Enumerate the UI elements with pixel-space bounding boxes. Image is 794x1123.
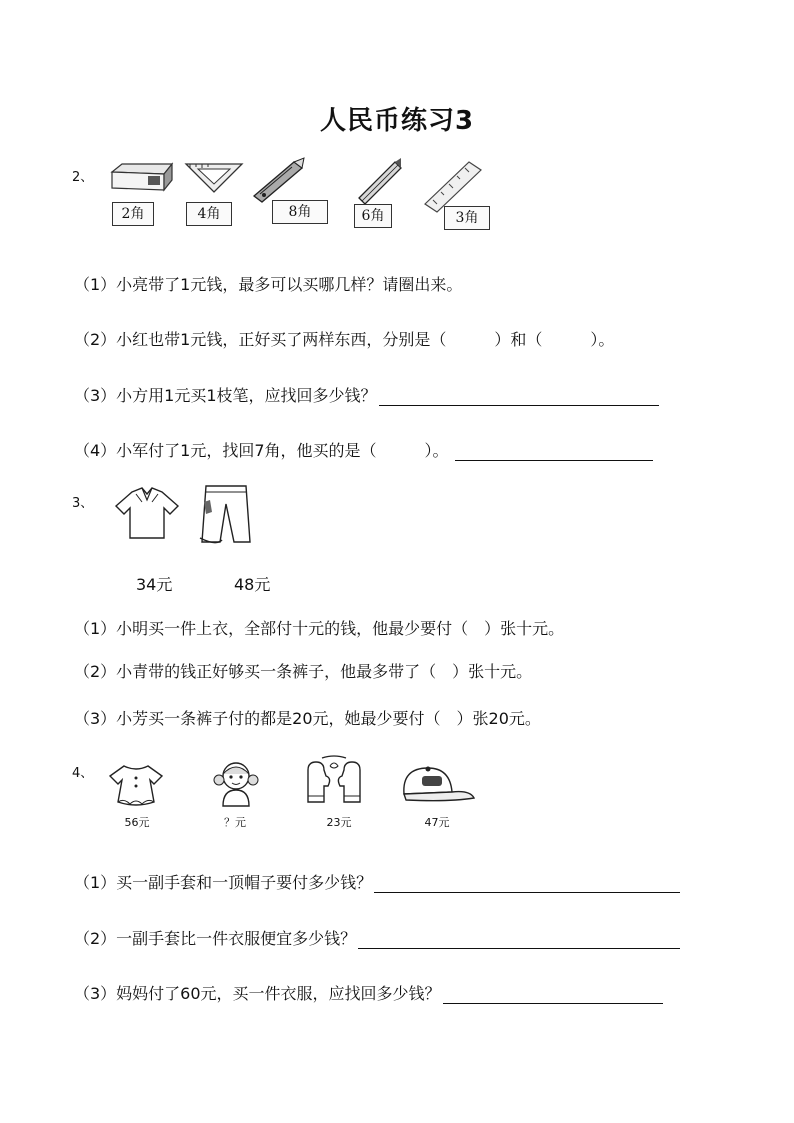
cap-icon [400, 764, 476, 804]
question-4-1: （1）买一副手套和一顶帽子要付多少钱？ [74, 873, 373, 892]
pants-price: 48元 [234, 575, 271, 594]
doll-icon [213, 760, 259, 810]
mittens-icon [302, 756, 366, 810]
question-2-2: （2）小红也带1元钱，正好买了两样东西，分别是（ ）和（ ）。 [74, 330, 615, 349]
section-3-number: 3、 [72, 496, 94, 511]
question-3-3: （3）小芳买一条裤子付的都是20元，她最少要付（ ）张20元。 [74, 709, 541, 728]
page-title: 人民币练习3 [319, 106, 475, 136]
answer-line-4-2[interactable] [358, 932, 680, 949]
set-square-icon [184, 160, 244, 194]
answer-line-2-3[interactable] [379, 389, 659, 406]
ruler-price: 3角 [444, 206, 490, 230]
question-2-4: （4）小军付了1元，找回7角，他买的是（ ）。 [74, 441, 449, 460]
answer-line-4-3[interactable] [443, 987, 663, 1004]
question-2-1: （1）小亮带了1元钱，最多可以买哪几样？请圈出来。 [74, 275, 463, 294]
pants-icon [196, 484, 256, 546]
cap-price: 47元 [424, 816, 450, 829]
dress-price: 56元 [124, 816, 150, 829]
doll-price: ？元 [224, 816, 246, 829]
dress-icon [106, 762, 166, 808]
answer-line-2-4[interactable] [455, 444, 653, 461]
shirt-price: 34元 [136, 575, 173, 594]
question-3-1: （1）小明买一件上衣，全部付十元的钱，他最少要付（ ）张十元。 [74, 619, 565, 638]
question-4-3: （3）妈妈付了60元，买一件衣服，应找回多少钱？ [74, 984, 441, 1003]
mittens-price: 23元 [326, 816, 352, 829]
question-4-2: （2）一副手套比一件衣服便宜多少钱？ [74, 929, 357, 948]
set-square-price: 4角 [186, 202, 232, 226]
shirt-icon [112, 486, 182, 540]
question-2-3: （3）小方用1元买1枝笔，应找回多少钱？ [74, 386, 377, 405]
eraser-icon [108, 162, 174, 192]
answer-line-4-1[interactable] [374, 876, 680, 893]
eraser-price: 2角 [112, 202, 154, 226]
utility-knife-price: 8角 [272, 200, 328, 224]
utility-knife-icon [250, 156, 306, 204]
pencil-price: 6角 [354, 204, 392, 228]
question-3-2: （2）小青带的钱正好够买一条裤子，他最多带了（ ）张十元。 [74, 662, 533, 681]
section-2-number: 2、 [72, 170, 94, 185]
pencil-icon [355, 158, 405, 204]
section-4-number: 4、 [72, 766, 94, 781]
